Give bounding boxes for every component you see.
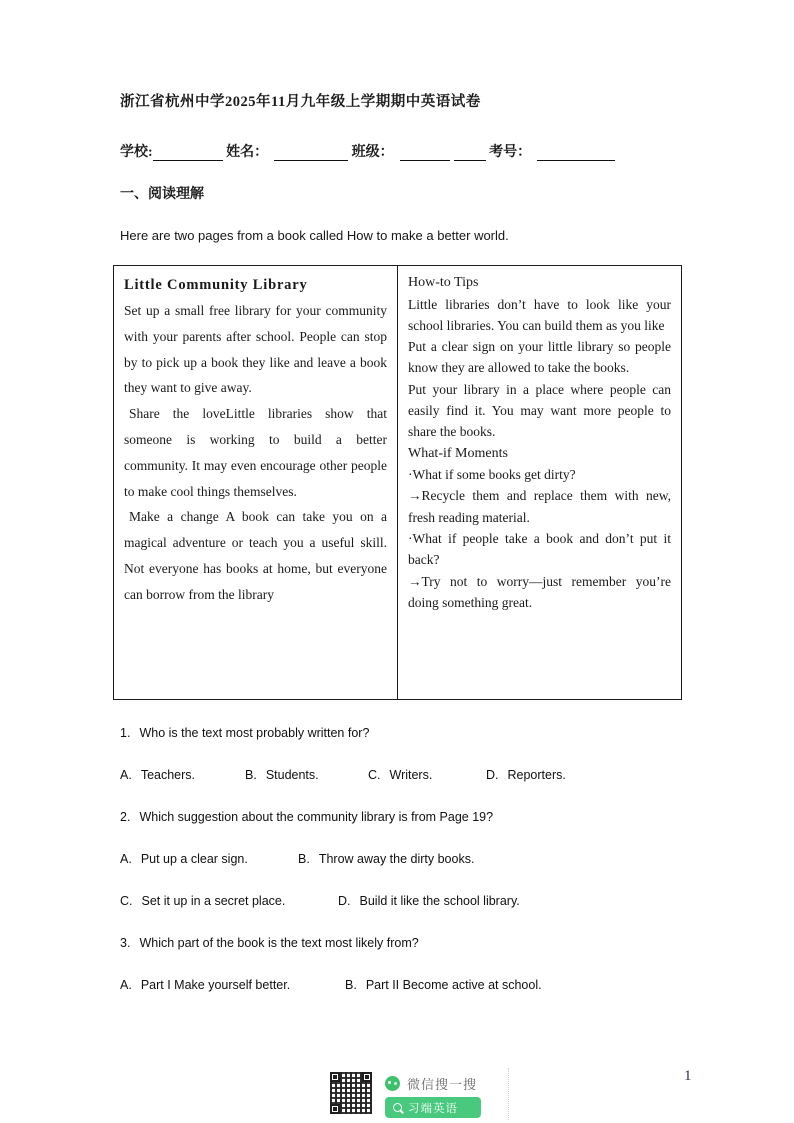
wechat-account-name: 习端英语	[408, 1102, 458, 1115]
passage-intro: Here are two pages from a book called How to make a better world.	[120, 228, 509, 243]
option-c: C. Writers.	[368, 768, 433, 782]
school-label: 学校:	[120, 145, 153, 160]
question-number: 1.	[120, 726, 131, 740]
page-number: 1	[684, 1068, 692, 1084]
name-label: 姓名：	[226, 145, 269, 160]
option-a: A. Teachers.	[120, 768, 196, 782]
option-b: B. Part II Become active at school.	[345, 978, 542, 992]
section-heading-reading: 一、阅读理解	[120, 187, 204, 202]
class-blank	[400, 145, 450, 161]
option-c: C. Set it up in a secret place.	[120, 894, 286, 908]
question-3	[120, 935, 681, 952]
qr-code	[330, 1072, 372, 1114]
howto-tips-heading: How-to Tips	[408, 275, 479, 290]
tip-item: Little libraries don’t have to look like your school libraries. You can build them as you like	[408, 296, 671, 333]
whatif-item: ·What if some books get dirty?	[408, 467, 576, 483]
question-number: 2.	[120, 810, 131, 824]
option-d: D. Build it like the school library.	[338, 894, 520, 908]
question-text: Who is the text most probably written for?	[139, 726, 370, 740]
whatif-item: →Recycle them and replace them with new, fresh reading material.	[408, 488, 671, 525]
name-blank	[274, 145, 348, 161]
reading-passage-table	[113, 265, 682, 700]
passage-left-column	[114, 266, 398, 700]
wechat-icon	[385, 1076, 400, 1091]
question-1-options	[120, 767, 681, 784]
footer-divider	[508, 1068, 509, 1120]
page-title: 浙江省杭州中学2025年11月九年级上学期期中英语试卷	[120, 94, 481, 110]
option-b: B. Students.	[245, 768, 319, 782]
question-2-options-row-2	[120, 893, 681, 910]
question-number: 3.	[120, 936, 131, 950]
question-3-options	[120, 977, 681, 994]
question-1	[120, 725, 681, 742]
passage-left-title: Little Community Library	[124, 277, 308, 293]
student-info-line	[120, 141, 681, 161]
passage-right-column	[398, 266, 682, 700]
question-2	[120, 809, 681, 826]
class-label: 班级：	[351, 145, 394, 160]
wechat-account-pill	[385, 1097, 481, 1118]
question-text: Which part of the book is the text most likely from?	[139, 936, 419, 950]
passage-paragraph: Share the loveLittle libraries show that someone is working to build a better community. It may even encourage other people to make cool things themselves.	[124, 406, 387, 499]
question-2-options-row-1	[120, 851, 681, 868]
passage-paragraph: Make a change A book can take you on a magical adventure or teach you a useful skill. Not everyone has books at home, but everyone can borrow from the library	[124, 509, 387, 602]
option-d: D. Reporters.	[486, 768, 566, 782]
tip-item: Put your library in a place where people can easily find it. You may want more people to share the books.	[408, 381, 671, 440]
exam-number-blank	[537, 145, 615, 161]
school-blank	[153, 145, 223, 161]
wechat-search-badge	[385, 1074, 481, 1118]
whatif-item: →Try not to worry—just remember you’re doing something great.	[408, 573, 671, 610]
search-icon	[393, 1103, 402, 1112]
exam-number-label: 考号：	[489, 145, 532, 160]
whatif-item: ·What if people take a book and don’t put it back?	[408, 530, 671, 568]
whatif-moments-heading: What-if Moments	[408, 445, 508, 461]
option-a: A. Put up a clear sign.	[120, 852, 248, 866]
tip-item: Put a clear sign on your little library so people know they are allowed to take the books.	[408, 339, 671, 376]
questions-block	[120, 725, 681, 994]
question-text: Which suggestion about the community library is from Page 19?	[139, 810, 494, 824]
option-b: B. Throw away the dirty books.	[298, 852, 475, 866]
passage-paragraph: Set up a small free library for your community with your parents after school. People can stop by to pick up a book they like and leave a book they want to give away.	[124, 303, 387, 396]
class-blank-2	[454, 145, 486, 161]
option-a: A. Part I Make yourself better.	[120, 978, 291, 992]
wechat-search-label: 微信搜一搜	[407, 1076, 478, 1092]
